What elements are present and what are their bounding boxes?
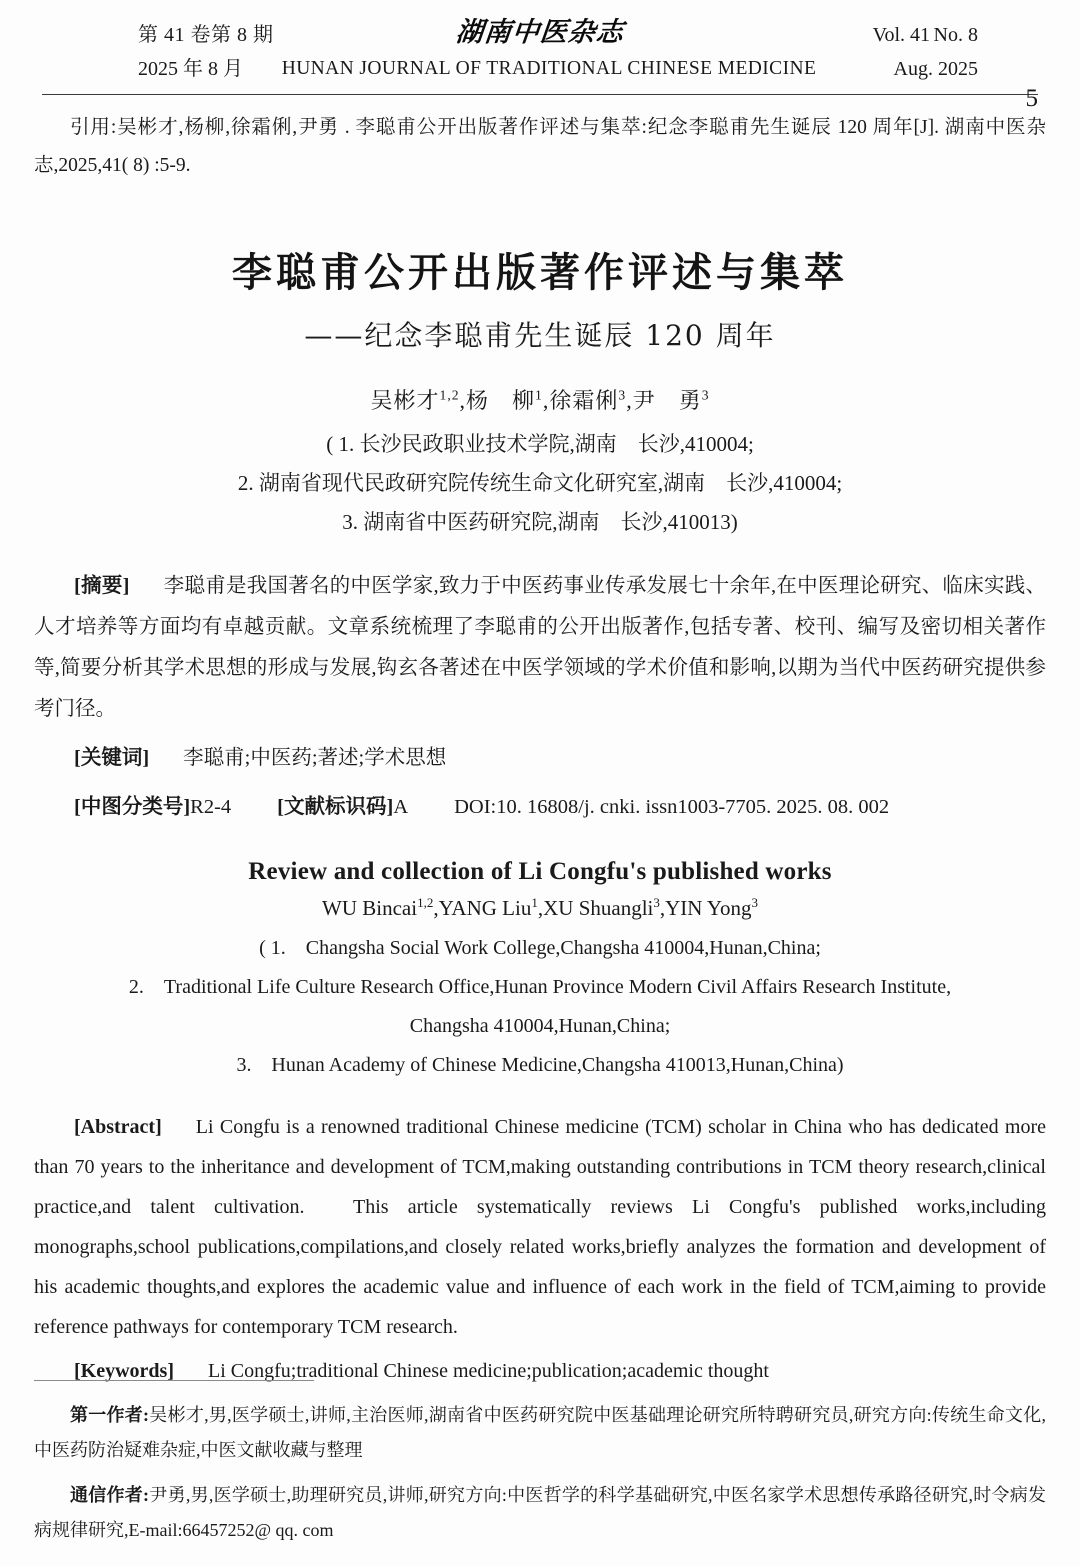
affiliations-en xyxy=(0,929,1080,1085)
author-affiliation-marker: 1,2 xyxy=(417,894,434,910)
author-name: 吴彬才 xyxy=(370,388,440,414)
corresponding-author-label: 通信作者: xyxy=(70,1485,150,1506)
author-affiliation-marker: 1 xyxy=(531,894,538,910)
masthead-row-top xyxy=(42,18,1038,52)
affiliation-line: Changsha 410004,Hunan,China; xyxy=(409,1014,671,1037)
citation-block: 引用:吴彬才,杨柳,徐霜俐,尹勇 . 李聪甫公开出版著作评述与集萃:纪念李聪甫先生诞辰 120 周年[J]. 湖南中医杂志,2025,41( 8) :5-9. xyxy=(34,117,1046,177)
keywords-en xyxy=(34,1351,1046,1391)
issue-date-cn: 2025 年 8 月 xyxy=(138,58,243,80)
abstract-en-text: Li Congfu is a renowned traditional Chinese medicine (TCM) scholar in China who has dedicated more than 70 years to the inheritance and development of TCM,making outstanding contributions in TCM theory research,clinical practice,and talent cultivation. This article systematically reviews Li Congfu's published works,including monographs,school publications,compilations,and closely related works,briefly analyzes the formation and development of his academic thoughts,and explores the academic value and influence of each work in the field of TCM,aiming to provide reference pathways for contemporary TCM research. xyxy=(34,1115,1046,1338)
keywords-en-text: Li Congfu;traditional Chinese medicine;publication;academic thought xyxy=(207,1359,769,1382)
affiliation-line: 3. 湖南省中医药研究院,湖南 长沙,410013) xyxy=(342,509,738,534)
corresponding-author-text: 尹勇,男,医学硕士,助理研究员,讲师,研究方向:中医哲学的科学基础研究,中医名家学术思想传承路径研究,时令病发病规律研究,E-mail:66457252@ qq. com xyxy=(34,1485,1046,1541)
abstract-cn xyxy=(34,566,1046,730)
masthead xyxy=(42,0,1038,112)
page-title-cn: 李聪甫公开出版著作评述与集萃 xyxy=(232,249,848,297)
author-name: WU Bincai xyxy=(322,895,418,920)
author-separator: , xyxy=(626,388,633,414)
author-name: 杨 柳 xyxy=(466,388,536,414)
author-name: YANG Liu xyxy=(438,895,532,920)
author-entry xyxy=(439,896,538,920)
author-separator: , xyxy=(659,895,666,920)
abstract-cn-label: [摘要] xyxy=(74,574,130,597)
abstract-cn-text: 李聪甫是我国著名的中医学家,致力于中医药事业传承发展七十余年,在中医理论研究、临床实践、人才培养等方面均有卓越贡献。文章系统梳理了李聪甫的公开出版著作,包括专著、校刊、编写及密切相关著作等,简要分析其学术思想的形成与发展,钩玄各著述在中医学领域的学术价值和影响,以期为当代中医药研究提供参考门径。 xyxy=(34,574,1047,720)
clc-label: [中图分类号] xyxy=(74,795,191,818)
author-entry xyxy=(665,896,758,920)
affiliation-line: ( 1. Changsha Social Work College,Changsha 410004,Hunan,China; xyxy=(259,936,821,959)
affiliation-line: 3. Hunan Academy of Chinese Medicine,Changsha 410013,Hunan,China) xyxy=(236,1053,844,1076)
author-affiliation-marker: 1 xyxy=(535,387,543,403)
classification-line xyxy=(34,787,1046,828)
volume-label-en: Vol. 41 xyxy=(872,24,930,46)
keywords-cn-text: 李聪甫;中医药;著述;学术思想 xyxy=(183,746,447,769)
affiliations-cn xyxy=(0,425,1080,542)
author-affiliation-marker: 3 xyxy=(701,387,710,403)
abstract-en xyxy=(34,1107,1046,1347)
author-affiliation-marker: 1,2 xyxy=(439,387,460,403)
first-author-note xyxy=(34,1398,1046,1468)
issue-date-en: Aug. 2025 xyxy=(893,58,978,80)
clc-value: R2-4 xyxy=(190,795,232,818)
doi-value: DOI:10. 16808/j. cnki. issn1003-7705. 2025. 08. 002 xyxy=(454,795,890,818)
footnotes xyxy=(34,1398,1046,1558)
page-title-en: Review and collection of Li Congfu's published works xyxy=(248,857,832,885)
author-entry xyxy=(549,388,626,413)
affiliation-line: 2. Traditional Life Culture Research Office,Hunan Province Modern Civil Affairs Research Institute, xyxy=(128,975,952,998)
author-entry xyxy=(466,388,543,413)
keywords-en-label: [Keywords] xyxy=(74,1359,174,1382)
issue-label-en: No. 8 xyxy=(933,24,978,46)
keywords-cn xyxy=(34,738,1046,779)
author-entry xyxy=(543,896,660,920)
author-entry xyxy=(370,388,459,413)
document-code-label: [文献标识码] xyxy=(277,795,394,818)
footnote-divider xyxy=(34,1380,314,1381)
author-name: YIN Yong xyxy=(665,895,752,920)
author-affiliation-marker: 3 xyxy=(653,894,660,910)
author-name: 尹 勇 xyxy=(632,388,702,414)
first-author-text: 吴彬才,男,医学硕士,讲师,主治医师,湖南省中医药研究院中医基础理论研究所特聘研究员,研究方向:传统生命文化,中医药防治疑难杂症,中医文献收藏与整理 xyxy=(34,1405,1046,1461)
authors-en xyxy=(0,896,1080,921)
journal-logo-cn: 湖南中医杂志 xyxy=(454,17,626,48)
affiliation-line: ( 1. 长沙民政职业技术学院,湖南 长沙,410004; xyxy=(326,432,754,457)
author-affiliation-marker: 3 xyxy=(751,894,758,910)
corresponding-author-note xyxy=(34,1478,1046,1548)
document-code-value: A xyxy=(393,795,409,818)
masthead-divider xyxy=(42,94,1038,95)
affiliation-line: 2. 湖南省现代民政研究院传统生命文化研究室,湖南 长沙,410004; xyxy=(237,470,843,495)
author-affiliation-marker: 3 xyxy=(618,387,627,403)
masthead-row-bottom xyxy=(42,52,1038,112)
author-name: XU Shuangli xyxy=(543,895,654,920)
author-separator: , xyxy=(433,895,439,920)
author-separator: , xyxy=(459,388,467,414)
page-number: 5 xyxy=(1025,85,1038,112)
author-separator: , xyxy=(542,388,550,414)
authors-cn xyxy=(0,384,1080,415)
page-subtitle-cn: ——纪念李聪甫先生诞辰 120 周年 xyxy=(304,319,776,353)
volume-issue-label: 第 41 卷第 8 期 xyxy=(138,24,274,46)
abstract-en-label: [Abstract] xyxy=(74,1115,162,1138)
author-separator: , xyxy=(537,895,544,920)
author-name: 徐霜俐 xyxy=(549,388,619,414)
author-entry xyxy=(322,896,433,920)
first-author-label: 第一作者: xyxy=(70,1405,150,1425)
journal-title-en: HUNAN JOURNAL OF TRADITIONAL CHINESE MEDICINE xyxy=(281,58,817,79)
author-entry xyxy=(633,388,710,413)
keywords-cn-label: [关键词] xyxy=(74,746,150,769)
